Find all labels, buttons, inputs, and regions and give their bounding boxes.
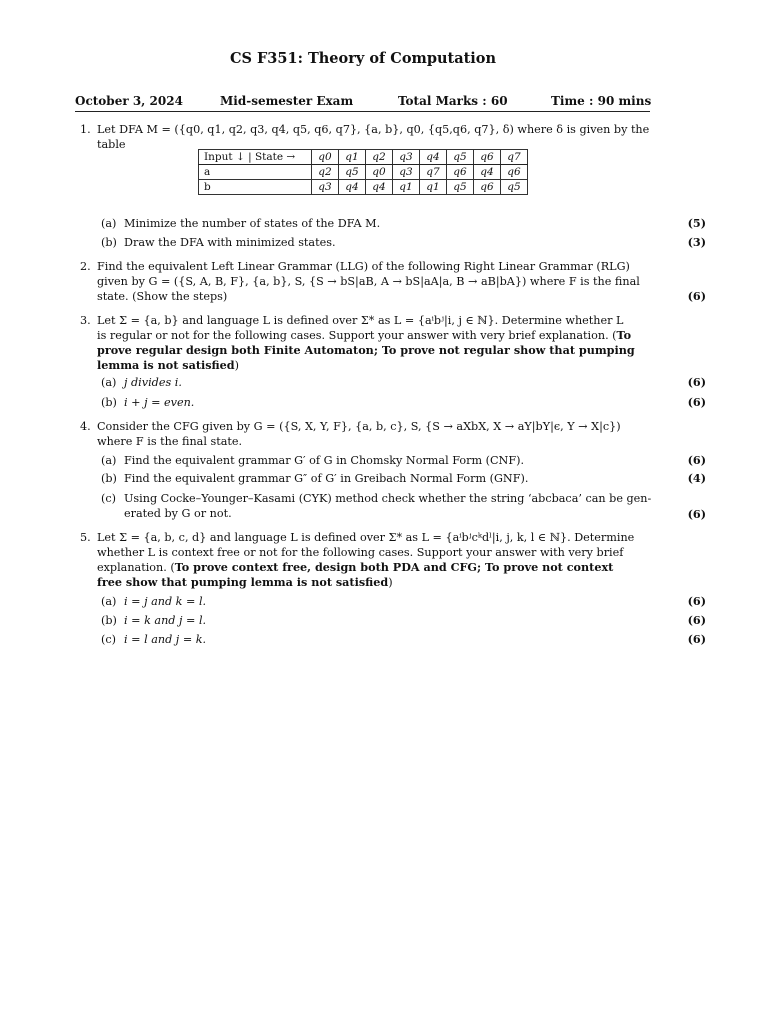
table-cell: q2 <box>312 165 339 180</box>
input-symbol: b <box>199 180 312 195</box>
question-text-line: prove regular design both Finite Automaton; To prove not regular show that pumping <box>97 343 635 357</box>
marks-badge: (6) <box>687 507 706 521</box>
exam-total-marks: Total Marks : 60 <box>398 94 508 108</box>
question-text-line <box>97 328 651 343</box>
marks-badge: (6) <box>687 632 706 646</box>
question-text-line: Let Σ = {a, b, c, d} and language L is defined over Σ* as L = {aⁱbʲcᵏdˡ|i, j, k, l ∈ ℕ}. Determine <box>97 531 635 544</box>
state-header: q5 <box>447 150 474 165</box>
question-text-line: Find the equivalent Left Linear Grammar (LLG) of the following Right Linear Grammar (RLG) <box>97 260 630 273</box>
table-cell: q5 <box>447 180 474 195</box>
part-text: Minimize the number of states of the DFA M. <box>124 217 381 230</box>
table-row <box>199 165 528 180</box>
marks-badge: (5) <box>687 216 706 230</box>
inline-bold-text: To prove context free, design both PDA and CFG; To prove not context <box>174 560 614 574</box>
marks-badge: (6) <box>687 375 706 389</box>
question-text-line: where F is the final state. <box>97 435 243 448</box>
table-cell: q1 <box>393 180 420 195</box>
header-divider <box>75 111 650 112</box>
part-label: (b) <box>101 614 117 627</box>
inline-text: explanation. ( <box>97 561 175 574</box>
inline-bold-text: To <box>616 328 632 342</box>
question-number: 1. <box>80 123 91 136</box>
marks-badge: (6) <box>687 453 706 467</box>
dfa-transition-table <box>198 149 528 195</box>
part-label: (c) <box>101 492 116 505</box>
marks-badge: (6) <box>687 594 706 608</box>
part-text: i = k and j = l. <box>124 614 207 627</box>
table-cell: q4 <box>339 180 366 195</box>
question-text-line <box>97 560 651 575</box>
question-number: 2. <box>80 260 91 273</box>
marks-badge: (6) <box>687 395 706 409</box>
question-text-line: Consider the CFG given by G = ({S, X, Y, F}, {a, b, c}, S, {S → aXbX, X → aY|bY|ϵ, Y → X|c}) <box>97 420 621 433</box>
part-text: j divides i. <box>124 376 182 389</box>
inline-text: ) <box>234 359 240 372</box>
inline-bold-text: lemma is not satisfied <box>97 358 235 372</box>
state-header: q3 <box>393 150 420 165</box>
table-cell: q5 <box>501 180 528 195</box>
table-header-row <box>199 150 528 165</box>
table-cell: q6 <box>447 165 474 180</box>
exam-type: Mid-semester Exam <box>220 94 354 108</box>
question-text-line <box>97 575 651 590</box>
part-text: i = j and k = l. <box>124 595 207 608</box>
inline-bold-text: free show that pumping lemma is not satisfied <box>97 575 389 589</box>
part-label: (a) <box>101 595 117 608</box>
table-cell: q1 <box>420 180 447 195</box>
part-text: Find the equivalent grammar G′ of G in Chomsky Normal Form (CNF). <box>124 454 525 467</box>
marks-badge: (6) <box>687 613 706 627</box>
question-number: 3. <box>80 314 91 327</box>
inline-text: ) <box>388 576 393 589</box>
inline-text: is regular or not for the following cases. Support your answer with very brief explanation. ( <box>97 329 617 342</box>
part-text: i + j = even. <box>124 396 195 409</box>
state-header: q7 <box>501 150 528 165</box>
question-text-line: whether L is context free or not for the following cases. Support your answer with very brief <box>97 546 624 559</box>
table-cell: q6 <box>501 165 528 180</box>
part-text-continued: erated by G or not. <box>124 507 232 520</box>
part-text: i = l and j = k. <box>124 633 207 646</box>
question-number: 4. <box>80 420 91 433</box>
part-text: Draw the DFA with minimized states. <box>124 236 336 249</box>
table-cell: q6 <box>474 180 501 195</box>
part-label: (b) <box>101 472 117 485</box>
question-text-line: given by G = ({S, A, B, F}, {a, b}, S, {S → bS|aB, A → bS|aA|a, B → aB|bA}) where F is the final <box>97 275 640 288</box>
state-header: q2 <box>366 150 393 165</box>
state-header: q6 <box>474 150 501 165</box>
marks-badge: (3) <box>687 235 706 249</box>
table-cell: q0 <box>366 165 393 180</box>
part-text: Find the equivalent grammar G″ of G′ in Greibach Normal Form (GNF). <box>124 472 529 485</box>
table-cell: q5 <box>339 165 366 180</box>
question-text: Let DFA M = ({q0, q1, q2, q3, q4, q5, q6, q7}, {a, b}, q0, {q5,q6, q7}, δ) where δ is given by the table <box>97 123 650 151</box>
part-label: (b) <box>101 396 117 409</box>
marks-badge: (4) <box>687 471 706 485</box>
marks-badge: (6) <box>687 289 706 303</box>
part-label: (a) <box>101 376 117 389</box>
question-number: 5. <box>80 531 91 544</box>
question-text-line <box>97 358 651 373</box>
table-cell: q4 <box>474 165 501 180</box>
part-text: Using Cocke–Younger–Kasami (CYK) method check whether the string ‘abcbaca’ can be gen- <box>124 492 652 505</box>
state-header: q4 <box>420 150 447 165</box>
table-cell: q4 <box>366 180 393 195</box>
table-header-label: Input ↓ | State → <box>199 150 312 165</box>
table-cell: q3 <box>312 180 339 195</box>
part-label: (b) <box>101 236 117 249</box>
exam-time: Time : 90 mins <box>551 94 652 108</box>
input-symbol: a <box>199 165 312 180</box>
question-text-line: state. (Show the steps) <box>97 290 228 303</box>
table-cell: q3 <box>393 165 420 180</box>
state-header: q0 <box>312 150 339 165</box>
table-row <box>199 180 528 195</box>
exam-date: October 3, 2024 <box>75 94 183 108</box>
page-title: CS F351: Theory of Computation <box>229 50 497 67</box>
part-label: (c) <box>101 633 116 646</box>
part-label: (a) <box>101 454 117 467</box>
table-cell: q7 <box>420 165 447 180</box>
part-label: (a) <box>101 217 117 230</box>
state-header: q1 <box>339 150 366 165</box>
question-text-line: Let Σ = {a, b} and language L is defined over Σ* as L = {aⁱbʲ|i, j ∈ ℕ}. Determine whether L <box>97 314 624 327</box>
